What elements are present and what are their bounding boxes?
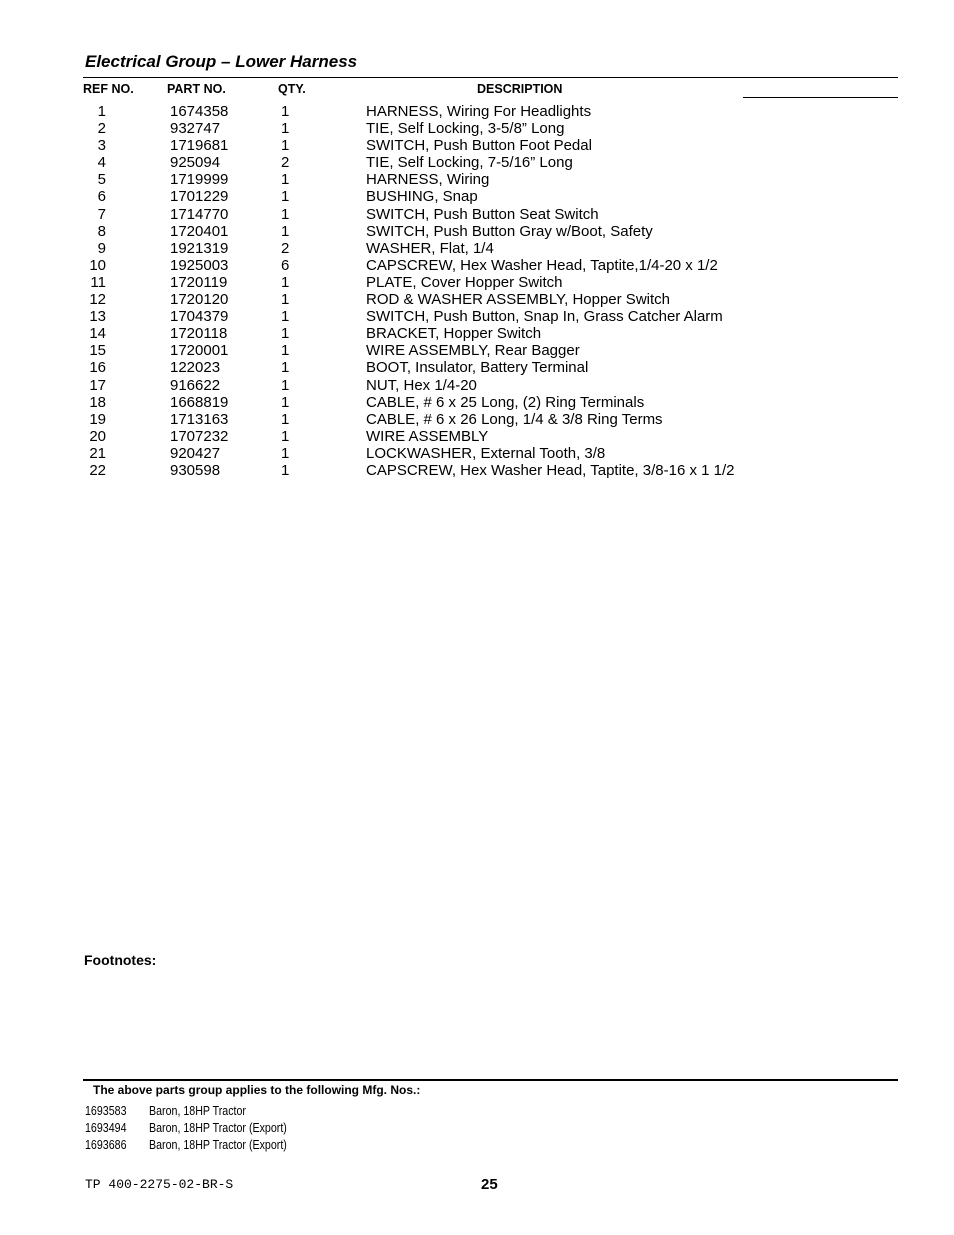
quantity-cell: 1 [281, 359, 290, 377]
description-cell: NUT, Hex 1/4-20 [366, 376, 477, 394]
table-row [0, 411, 954, 428]
description-cell: SWITCH, Push Button Foot Pedal [366, 137, 592, 155]
col-header-part: PART NO. [167, 82, 226, 96]
part-number-cell: 1720001 [170, 342, 229, 360]
ref-cell: 18 [89, 393, 106, 411]
parts-table [0, 103, 954, 479]
description-cell: BUSHING, Snap [366, 188, 478, 206]
table-row [0, 223, 954, 240]
ref-cell: 12 [89, 291, 106, 309]
ref-cell: 17 [89, 376, 106, 394]
header-rule [83, 77, 898, 78]
part-number-cell: 1719681 [170, 137, 229, 155]
table-row [0, 291, 954, 308]
part-number-cell: 930598 [170, 461, 221, 479]
ref-cell: 16 [89, 359, 106, 377]
quantity-cell: 1 [281, 376, 290, 394]
ref-cell: 3 [97, 137, 106, 155]
part-number-cell: 932747 [170, 120, 221, 138]
part-number-cell: 1720119 [170, 273, 228, 291]
table-row [0, 154, 954, 171]
description-cell: PLATE, Cover Hopper Switch [366, 273, 563, 291]
quantity-cell: 1 [281, 325, 290, 343]
part-number-cell: 1720401 [170, 222, 229, 240]
quantity-cell: 1 [281, 308, 290, 326]
ref-cell: 20 [89, 427, 106, 445]
part-number-cell: 1921319 [170, 239, 229, 257]
description-cell: CABLE, # 6 x 26 Long, 1/4 & 3/8 Ring Terms [366, 410, 663, 428]
description-cell: WASHER, Flat, 1/4 [366, 239, 494, 257]
mfg-description: Baron, 18HP Tractor (Export) [149, 1137, 287, 1152]
quantity-cell: 1 [281, 393, 290, 411]
part-number-cell: 925094 [170, 154, 221, 172]
description-cell: CABLE, # 6 x 25 Long, (2) Ring Terminals [366, 393, 645, 411]
mfg-description: Baron, 18HP Tractor [149, 1103, 246, 1118]
ref-cell: 14 [89, 325, 106, 343]
header-subrule [743, 97, 898, 98]
table-row [0, 274, 954, 291]
quantity-cell: 2 [281, 239, 290, 257]
ref-cell: 6 [97, 188, 106, 206]
mfg-description: Baron, 18HP Tractor (Export) [149, 1120, 287, 1135]
ref-cell: 2 [97, 120, 106, 138]
table-row [0, 428, 954, 445]
quantity-cell: 6 [281, 256, 290, 274]
table-row [0, 257, 954, 274]
table-row [0, 359, 954, 376]
quantity-cell: 1 [281, 427, 290, 445]
description-cell: SWITCH, Push Button Seat Switch [366, 205, 599, 223]
table-row [0, 103, 954, 120]
part-number-cell: 1668819 [170, 393, 229, 411]
quantity-cell: 2 [281, 154, 290, 172]
part-number-cell: 1704379 [170, 308, 229, 326]
ref-cell: 13 [89, 308, 106, 326]
ref-cell: 22 [89, 461, 106, 479]
part-number-cell: 1925003 [170, 256, 229, 274]
page-number: 25 [481, 1176, 498, 1193]
part-number-cell: 920427 [170, 444, 221, 462]
footnotes-label: Footnotes: [84, 952, 157, 968]
part-number-cell: 1719999 [170, 171, 229, 189]
document-code: TP 400-2275-02-BR-S [85, 1177, 234, 1192]
description-cell: HARNESS, Wiring For Headlights [366, 103, 592, 120]
ref-cell: 7 [97, 205, 106, 223]
description-cell: LOCKWASHER, External Tooth, 3/8 [366, 444, 606, 462]
part-number-cell: 1713163 [170, 410, 229, 428]
table-row [0, 377, 954, 394]
table-row [0, 462, 954, 479]
table-row [0, 206, 954, 223]
mfg-number: 1693686 [85, 1137, 127, 1152]
description-cell: WIRE ASSEMBLY [366, 427, 489, 445]
quantity-cell: 1 [281, 291, 290, 309]
ref-cell: 4 [97, 154, 106, 172]
col-header-qty: QTY. [278, 82, 306, 96]
mfg-number: 1693494 [85, 1120, 127, 1135]
mfg-number: 1693583 [85, 1103, 127, 1118]
ref-cell: 10 [89, 256, 106, 274]
table-row [0, 325, 954, 342]
table-row [0, 137, 954, 154]
table-row [0, 394, 954, 411]
ref-cell: 1 [97, 103, 106, 120]
ref-cell: 9 [97, 239, 106, 257]
page-title: Electrical Group – Lower Harness [85, 52, 358, 71]
table-row [0, 308, 954, 325]
description-cell: TIE, Self Locking, 3-5/8” Long [366, 120, 565, 138]
part-number-cell: 1674358 [170, 103, 229, 120]
description-cell: WIRE ASSEMBLY, Rear Bagger [366, 342, 580, 360]
ref-cell: 5 [97, 171, 106, 189]
quantity-cell: 1 [281, 222, 290, 240]
mfg-rule [83, 1079, 898, 1081]
mfg-heading: The above parts group applies to the following Mfg. Nos.: [93, 1083, 421, 1097]
quantity-cell: 1 [281, 273, 290, 291]
part-number-cell: 1707232 [170, 427, 229, 445]
quantity-cell: 1 [281, 342, 290, 360]
description-cell: BRACKET, Hopper Switch [366, 325, 542, 343]
description-cell: SWITCH, Push Button Gray w/Boot, Safety [366, 222, 653, 240]
quantity-cell: 1 [281, 444, 290, 462]
quantity-cell: 1 [281, 120, 290, 138]
ref-cell: 19 [89, 410, 106, 428]
ref-cell: 21 [89, 444, 106, 462]
col-header-desc: DESCRIPTION [477, 82, 563, 96]
description-cell: SWITCH, Push Button, Snap In, Grass Catcher Alarm [366, 308, 723, 326]
table-row [0, 240, 954, 257]
description-cell: BOOT, Insulator, Battery Terminal [366, 359, 589, 377]
part-number-cell: 1701229 [170, 188, 229, 206]
quantity-cell: 1 [281, 103, 290, 120]
part-number-cell: 1720118 [170, 325, 228, 343]
part-number-cell: 1720120 [170, 291, 229, 309]
description-cell: CAPSCREW, Hex Washer Head, Taptite,1/4-20 x 1/2 [366, 256, 718, 274]
quantity-cell: 1 [281, 461, 290, 479]
quantity-cell: 1 [281, 171, 290, 189]
quantity-cell: 1 [281, 205, 290, 223]
quantity-cell: 1 [281, 410, 290, 428]
table-row [0, 445, 954, 462]
part-number-cell: 1714770 [170, 205, 229, 223]
description-cell: HARNESS, Wiring [366, 171, 490, 189]
ref-cell: 11 [90, 273, 106, 291]
part-number-cell: 916622 [170, 376, 221, 394]
part-number-cell: 122023 [170, 359, 221, 377]
table-row [0, 120, 954, 137]
description-cell: ROD & WASHER ASSEMBLY, Hopper Switch [366, 291, 670, 309]
table-row [0, 188, 954, 205]
description-cell: TIE, Self Locking, 7-5/16” Long [366, 154, 573, 172]
col-header-ref: REF NO. [83, 82, 134, 96]
table-row [0, 342, 954, 359]
quantity-cell: 1 [281, 137, 290, 155]
quantity-cell: 1 [281, 188, 290, 206]
ref-cell: 8 [97, 222, 106, 240]
ref-cell: 15 [89, 342, 106, 360]
table-row [0, 171, 954, 188]
description-cell: CAPSCREW, Hex Washer Head, Taptite, 3/8-16 x 1 1/2 [366, 461, 735, 479]
